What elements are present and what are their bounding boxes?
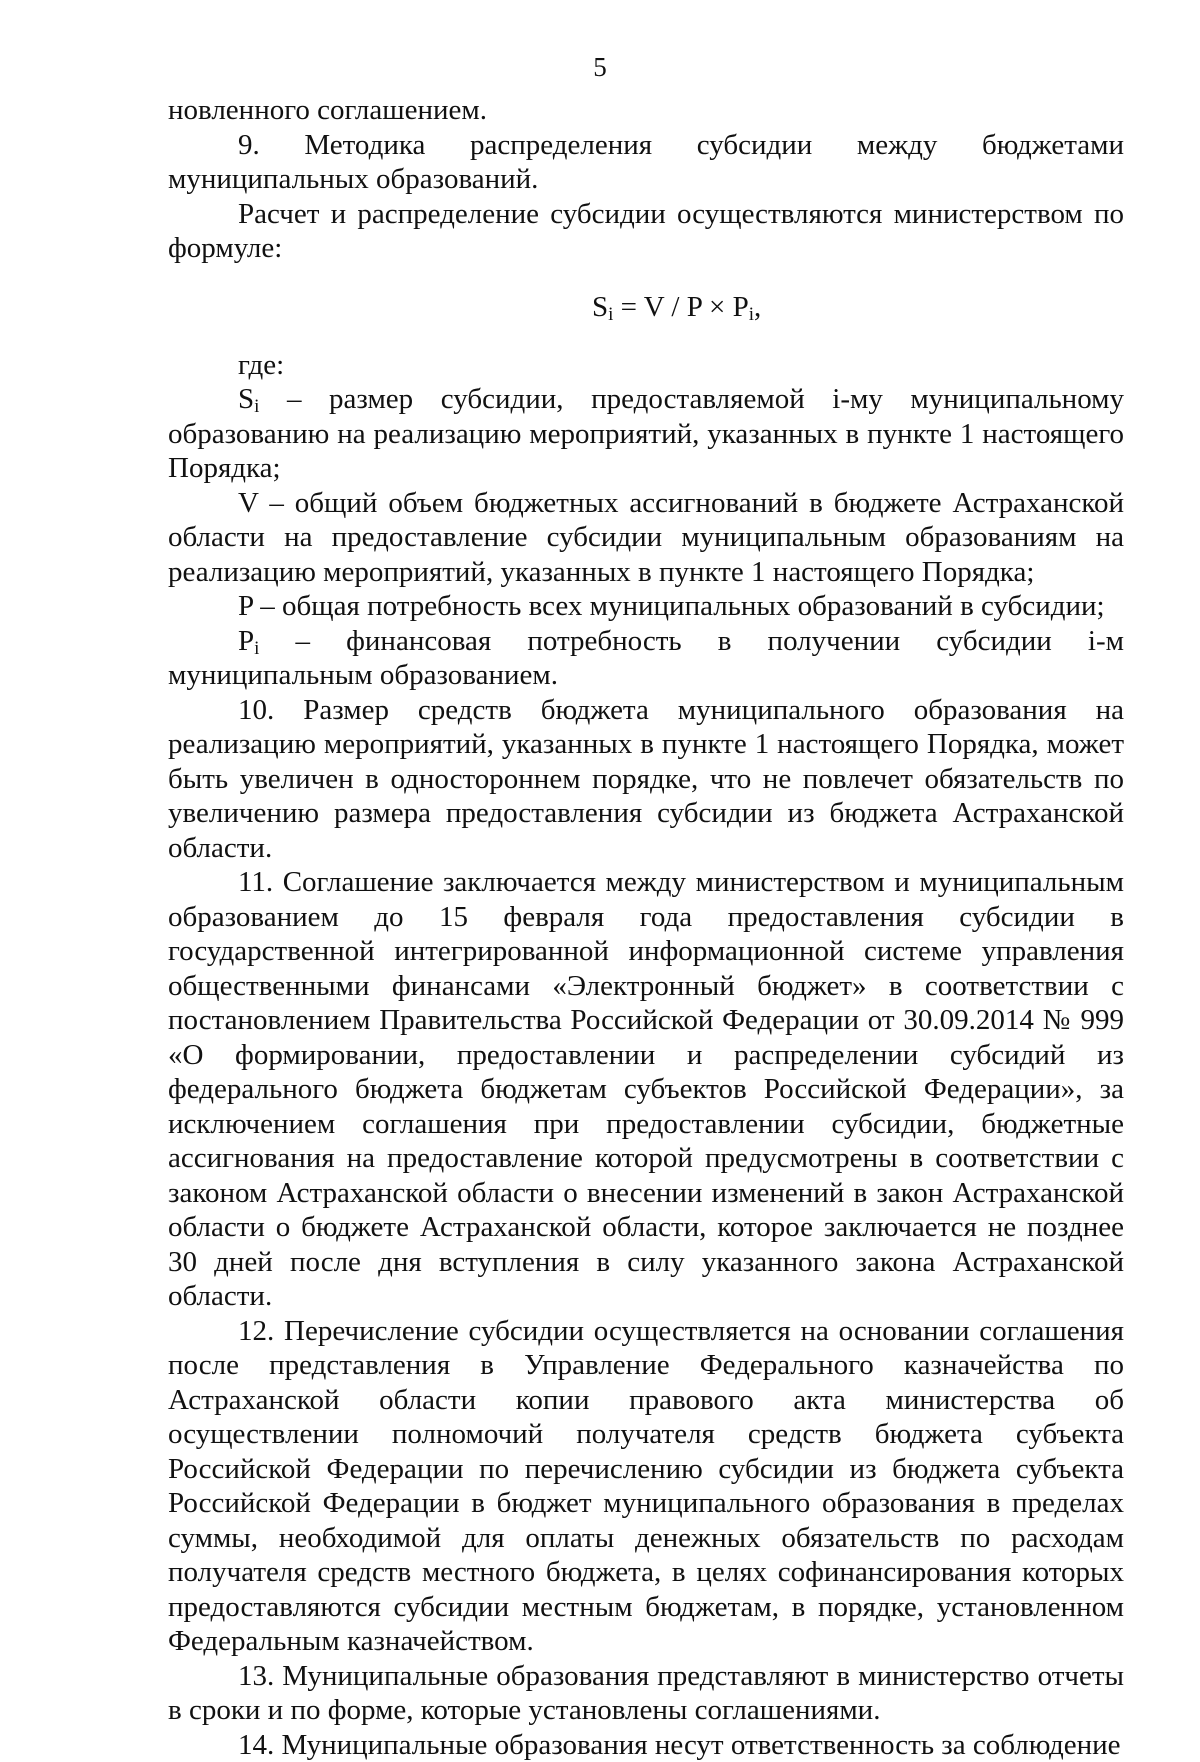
continuation-paragraph: новленного соглашением. bbox=[168, 93, 1124, 128]
legend-si bbox=[168, 382, 1124, 486]
paragraph-13: 13. Муниципальные образования представляют в министерство отчеты в сроки и по форме, которые установлены соглашениями. bbox=[168, 1659, 1124, 1728]
subsidy-formula bbox=[168, 266, 1124, 348]
paragraph-12: 12. Перечисление субсидии осуществляется на основании соглашения после представления в Управление Федерального казначейства по Астраханской области копии правового акта министерства об осуществлении полномочий получателя средств бюджета субъекта Российской Федерации по перечислению субсидии из бюджета субъекта Российской Федерации в бюджет муниципального образования в пределах суммы, необходимой для оплаты денежных обязательств по расходам получателя средств местного бюджета, в целях софинансирования которых предоставляются субсидии местным бюджетам, в порядке, установленном Федеральным казначейством. bbox=[168, 1314, 1124, 1659]
legend-pi-text: – финансовая потребность в получении субсидии i-м муниципальным образованием. bbox=[168, 625, 1124, 692]
legend-si-text: – размер субсидии, предоставляемой i-му муниципальному образованию на реализацию мероприятий, указанных в пункте 1 настоящего Порядка; bbox=[168, 383, 1124, 484]
paragraph-10: 10. Размер средств бюджета муниципального образования на реализацию мероприятий, указанных в пункте 1 настоящего Порядка, может быть увеличен в одностороннем порядке, что не повлечет обязательств по увеличению размера предоставления субсидии из бюджета Астраханской области. bbox=[168, 693, 1124, 866]
formula-s: S bbox=[592, 291, 608, 323]
paragraph-11: 11. Соглашение заключается между министерством и муниципальным образованием до 15 февраля года предоставления субсидии в государственной интегрированной информационной системе управления общественными финансами «Электронный бюджет» в соответствии с постановлением Правительства Российской Федерации от 30.09.2014 № 999 «О формировании, предоставлении и распределении субсидий из федерального бюджета бюджетам субъектов Российской Федерации», за исключением соглашения при предоставлении субсидии, бюджетные ассигнования на предоставление которой предусмотрены в соответствии с законом Астраханской области о внесении изменений в закон Астраханской области о бюджете Астраханской области, которое заключается не позднее 30 дней после дня вступления в силу указанного закона Астраханской области. bbox=[168, 865, 1124, 1314]
legend-v: V – общий объем бюджетных ассигнований в бюджете Астраханской области на предоставление субсидии муниципальным образованиям на реализацию мероприятий, указанных в пункте 1 настоящего Порядка; bbox=[168, 486, 1124, 590]
page-number: 5 bbox=[0, 52, 1200, 82]
formula-p-subscript: i bbox=[749, 304, 754, 325]
paragraph-9-heading: 9. Методика распределения субсидии между бюджетами муниципальных образований. bbox=[168, 128, 1124, 197]
formula-tail: , bbox=[754, 291, 761, 323]
document-body bbox=[168, 93, 1124, 1762]
legend-pi-symbol: P bbox=[238, 625, 254, 657]
legend-where: где: bbox=[168, 348, 1124, 383]
paragraph-9-intro: Расчет и распределение субсидии осуществляются министерством по формуле: bbox=[168, 197, 1124, 266]
legend-si-subscript: i bbox=[254, 396, 259, 417]
formula-s-subscript: i bbox=[608, 304, 613, 325]
legend-si-symbol: S bbox=[238, 383, 254, 415]
legend-p: P – общая потребность всех муниципальных образований в субсидии; bbox=[168, 589, 1124, 624]
formula-body: = V / P × P bbox=[613, 291, 748, 323]
legend-pi-subscript: i bbox=[254, 638, 259, 659]
paragraph-14: 14. Муниципальные образования несут ответственность за соблюдение bbox=[168, 1728, 1124, 1762]
legend-pi bbox=[168, 624, 1124, 693]
